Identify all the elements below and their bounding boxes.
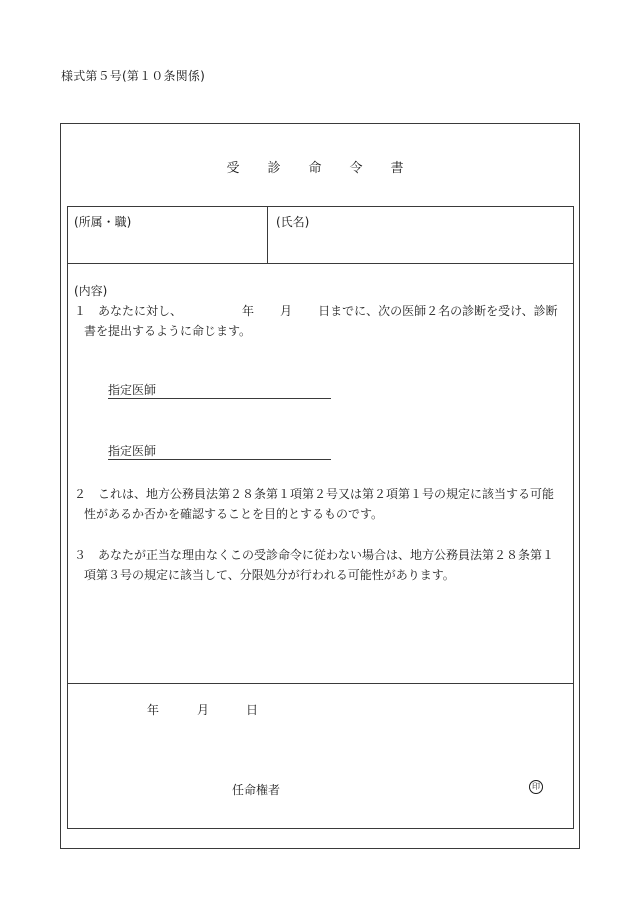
footer-year: 年 — [147, 703, 160, 717]
designated-doctor-1 — [108, 382, 331, 399]
item-1-text-b: 日までに、次の医師２名の診断を受け、診断 — [318, 304, 558, 318]
content-heading: (内容) — [74, 284, 108, 298]
item-2-line-1: ２ これは、地方公務員法第２８条第１項第２号又は第２項第１号の規定に該当する可能 — [74, 487, 555, 501]
item-1-month: 月 — [280, 304, 293, 318]
content-item-2 — [74, 484, 568, 524]
footer-month: 月 — [197, 703, 210, 717]
seal-mark: 印 — [529, 780, 543, 794]
name-label: (氏名) — [276, 215, 310, 229]
item-1-year: 年 — [242, 304, 255, 318]
appointer-label: 任命権者 — [232, 783, 281, 797]
item-3-line-2: 項第３号の規定に該当して、分限処分が行われる可能性があります。 — [84, 568, 455, 582]
item-1-line-2: 書を提出するように命じます。 — [84, 324, 252, 338]
designated-doctor-1-label: 指定医師 — [108, 383, 157, 397]
item-1-text-a: あなたに対し、 — [98, 304, 183, 318]
content-item-1 — [74, 301, 568, 341]
divider-content — [67, 683, 574, 684]
item-1-number: １ — [74, 304, 87, 318]
form-code: 様式第５号(第１０条関係) — [61, 69, 205, 83]
designated-doctor-2 — [108, 443, 331, 460]
divider-name-column — [267, 206, 268, 264]
affiliation-label: (所属・職) — [74, 215, 132, 229]
item-2-line-2: 性があるか否かを確認することを目的とするものです。 — [84, 507, 384, 521]
document-title: 受診命令書 — [226, 161, 432, 176]
divider-fields — [67, 263, 574, 264]
designated-doctor-2-label: 指定医師 — [108, 444, 157, 458]
footer-day: 日 — [246, 703, 259, 717]
content-item-3 — [74, 545, 568, 585]
item-3-line-1: ３ あなたが正当な理由なくこの受診命令に従わない場合は、地方公務員法第２８条第１ — [74, 548, 555, 562]
